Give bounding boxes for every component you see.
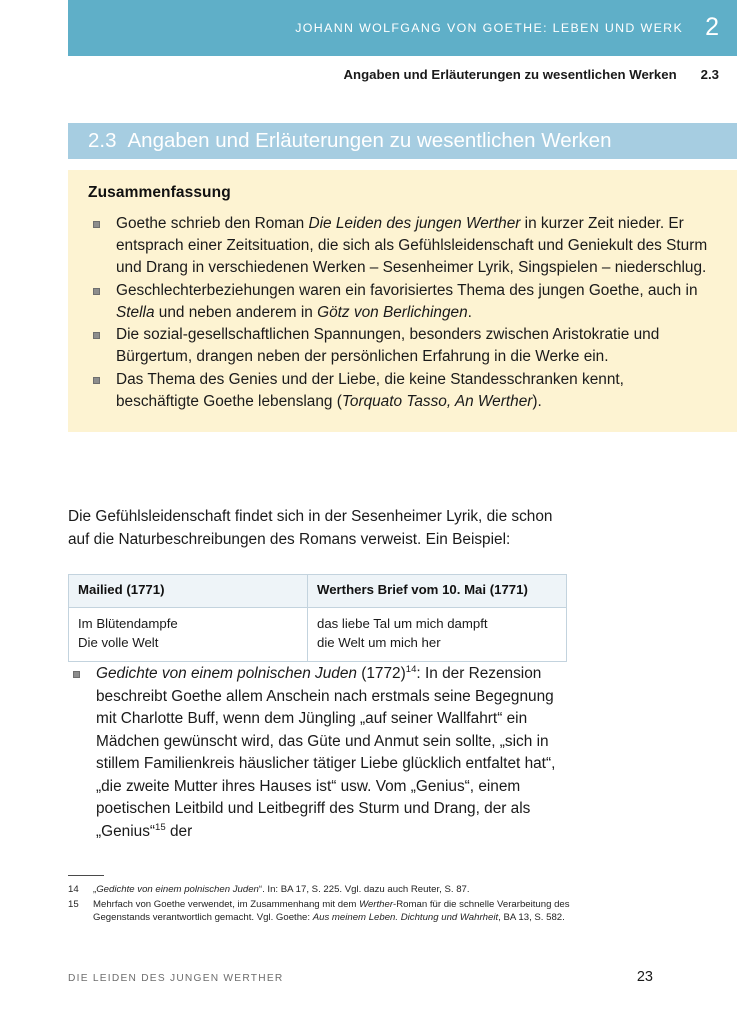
table-cell-line: Die volle Welt <box>78 634 159 650</box>
footnote-number: 15 <box>68 898 79 910</box>
footer-page-number: 23 <box>636 969 653 985</box>
summary-heading: Zusammenfassung <box>88 184 231 201</box>
table-cell-line: die Welt um mich her <box>317 634 441 650</box>
footnotes-block <box>68 883 628 926</box>
body-bullet-section <box>68 663 578 844</box>
table-header-row <box>69 575 567 608</box>
body-bullet-list <box>68 663 578 844</box>
sub-header-title: Angaben und Erläuterungen zu wesentlichen Werken <box>343 66 677 82</box>
table-cell-mailied <box>69 608 308 662</box>
sub-header <box>68 62 737 86</box>
list-item <box>88 280 711 324</box>
italic-run: Werther <box>359 898 394 910</box>
text-run: Die sozial-gesellschaftlichen Spannungen, besonders zwischen Aristokratie und Bürgertum, drangen neben der persönlichen Erfahrung in die Werke ein. <box>116 326 660 366</box>
text-run: „ <box>93 884 97 895</box>
text-run: Geschlechterbeziehungen waren ein favorisiertes Thema des jungen Goethe, auch in <box>116 281 698 299</box>
section-number: 2.3 <box>88 129 117 152</box>
table-cell-werther-brief <box>308 608 567 662</box>
summary-bullet-list <box>88 213 711 413</box>
summary-box <box>68 170 737 432</box>
chapter-number: 2 <box>705 12 719 41</box>
text-run: Goethe schrieb den Roman <box>116 215 309 232</box>
footnote-item <box>68 898 628 925</box>
text-run: (1772) <box>356 665 406 682</box>
text-run: , BA 13, S. 582. <box>498 912 565 924</box>
section-title: Angaben und Erläuterungen zu wesentlichen Werken <box>127 129 612 152</box>
bullet-square-icon <box>93 221 100 228</box>
italic-run: Die Leiden des jungen Werther <box>308 215 521 232</box>
table-cell-line: Im Blütendampfe <box>78 616 178 631</box>
bullet-square-icon <box>93 288 100 295</box>
list-item <box>68 663 578 844</box>
text-run: Mehrfach von Goethe verwendet, im Zusammenhang mit dem <box>93 898 360 910</box>
bullet-square-icon <box>73 671 80 678</box>
list-item <box>88 324 711 368</box>
comparison-table <box>68 574 567 662</box>
table-header-cell-1: Mailied (1771) <box>69 575 308 608</box>
footnote-separator-rule <box>68 875 104 876</box>
table-row <box>69 608 567 662</box>
section-heading-band <box>68 123 737 159</box>
text-run: in kurzer Zeit nieder. Er entsprach einer Zeitsituation, die sich als Gefühlsleidenschaft und Geniekult des Sturm und Drang in verschiedenen Werken – Sesenheimer Lyrik, Singspielen – niederschlug. <box>116 215 708 276</box>
italic-run: Aus meinem Leben. Dichtung und Wahrheit <box>312 912 499 924</box>
footer-title: DIE LEIDEN DES JUNGEN WERTHER <box>68 973 284 984</box>
table-header-cell-2: Werthers Brief vom 10. Mai (1771) <box>308 575 567 608</box>
italic-run: Torquato Tasso, An Werther <box>341 393 533 410</box>
table-cell-line: das liebe Tal um mich dampft <box>317 616 488 631</box>
footnote-reference: 14 <box>405 663 417 675</box>
intro-paragraph: Die Gefühlsleidenschaft findet sich in der Sesenheimer Lyrik, die schon auf die Naturbeschreibungen des Romans verweist. Ein Beispiel: <box>68 508 553 548</box>
list-item <box>88 369 711 413</box>
text-run: und neben anderem in <box>154 303 318 321</box>
italic-run: Stella <box>116 303 155 321</box>
text-run: Das Thema des Genies und der Liebe, die keine Standesschranken kennt, beschäftigte Goethe lebenslang ( <box>116 371 624 410</box>
footnote-item <box>68 883 628 897</box>
italic-run: Gedichte von einem polnischen Juden <box>96 884 259 895</box>
running-header-content <box>295 0 737 56</box>
list-item <box>88 213 711 279</box>
bullet-square-icon <box>93 377 100 384</box>
text-run: ). <box>532 393 542 410</box>
running-header-title: JOHANN WOLFGANG VON GOETHE: LEBEN UND WERK <box>295 21 684 35</box>
text-run: der <box>165 822 193 840</box>
sub-header-number: 2.3 <box>700 66 719 82</box>
text-run: : In der Rezension beschreibt Goethe allem Anschein nach erstmals seine Begegnung mit Charlotte Buff, wenn dem Jüngling „auf seiner Wallfahrt“ ein Mädchen gewünscht wird, das Güte und Anmut sein sollte, „sich in stillem Familienkreis häuslicher tätiger Liebe glücklich entfaltet hat“, „die zweite Mutter ihres Hauses ist“ usw. Vom „Genius“, einem poetischen Leitbild und Leitbegriff des Sturm und Drang, der als „Genius“ <box>96 665 556 840</box>
italic-run: Götz von Berlichingen <box>317 303 468 321</box>
text-run: -Roman für die schnelle Verarbeitung des Gegenstands verantwortlich gemacht. Vgl. Goethe: <box>93 898 570 924</box>
footnote-reference: 15 <box>155 821 166 833</box>
running-header-band <box>68 0 737 56</box>
text-run: . <box>467 303 472 321</box>
page-footer <box>68 969 653 985</box>
italic-run: Gedichte von einem polnischen Juden <box>96 665 357 682</box>
bullet-square-icon <box>93 332 100 339</box>
footnote-number: 14 <box>68 884 79 895</box>
text-run: “. In: BA 17, S. 225. Vgl. dazu auch Reuter, S. 87. <box>258 884 470 895</box>
